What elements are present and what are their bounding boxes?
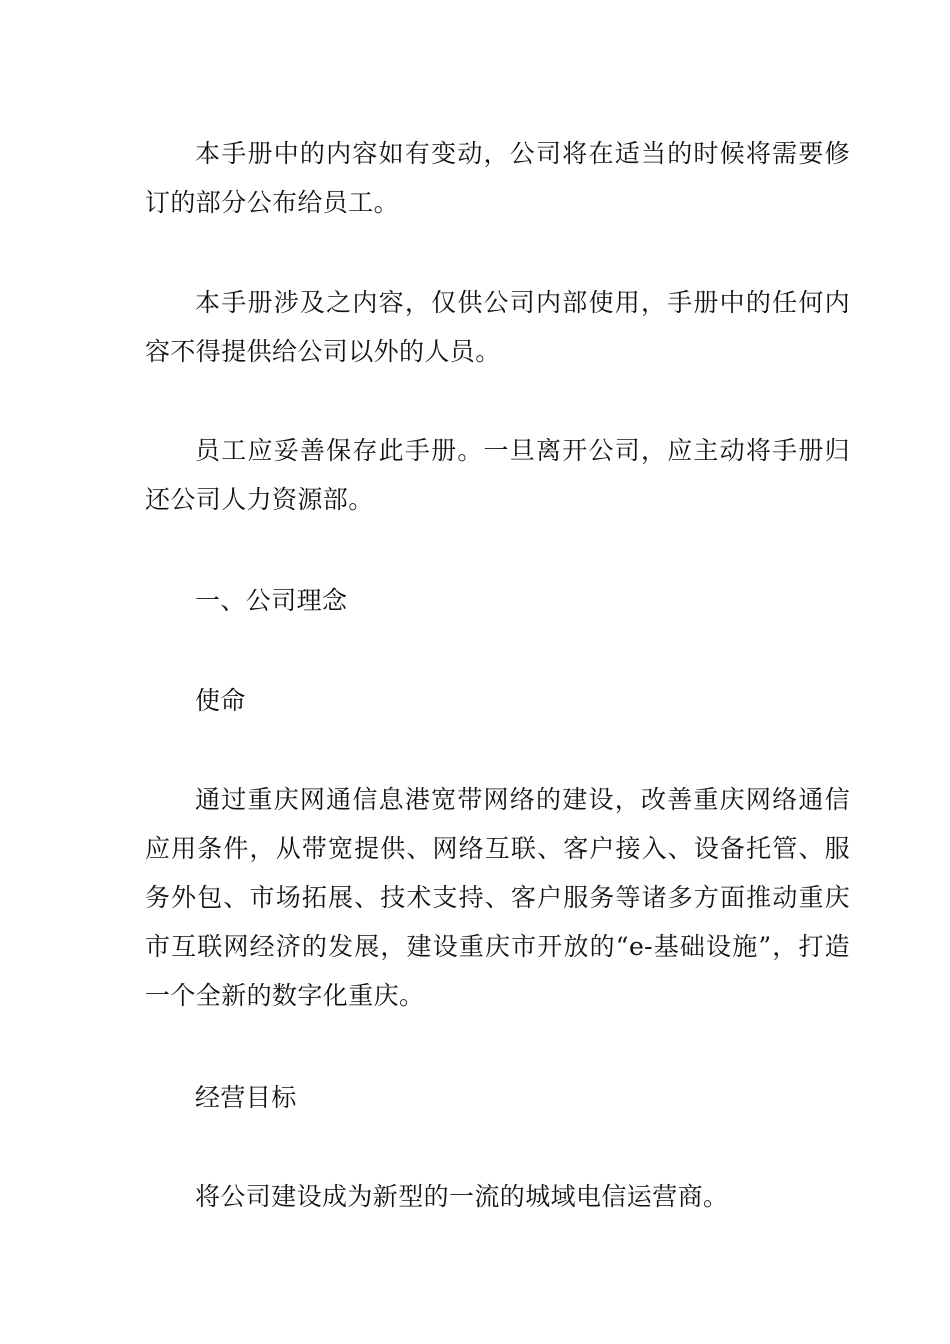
section-title-company-philosophy: 一、公司理念 xyxy=(195,586,348,615)
paragraph-return-notice: 员工应妥善保存此手册。一旦离开公司，应主动将手册归还公司人力资源部。 xyxy=(145,436,850,514)
paragraph-confidentiality-notice: 本手册涉及之内容，仅供公司内部使用，手册中的任何内容不得提供给公司以外的人员。 xyxy=(145,288,850,366)
subsection-title-mission: 使命 xyxy=(195,686,246,715)
subsection-title-business-goal: 经营目标 xyxy=(195,1083,297,1112)
paragraph-business-goal: 将公司建设成为新型的一流的城域电信运营商。 xyxy=(195,1182,729,1211)
paragraph-revision-notice: 本手册中的内容如有变动，公司将在适当的时候将需要修订的部分公布给员工。 xyxy=(145,139,850,217)
paragraph-mission: 通过重庆网通信息港宽带网络的建设，改善重庆网络通信应用条件，从带宽提供、网络互联、客户接入、设备托管、服务外包、市场拓展、技术支持、客户服务等诸多方面推动重庆市互联网经济的发展，建设重庆市开放的“e-基础设施”，打造一个全新的数字化重庆。 xyxy=(145,785,850,1010)
